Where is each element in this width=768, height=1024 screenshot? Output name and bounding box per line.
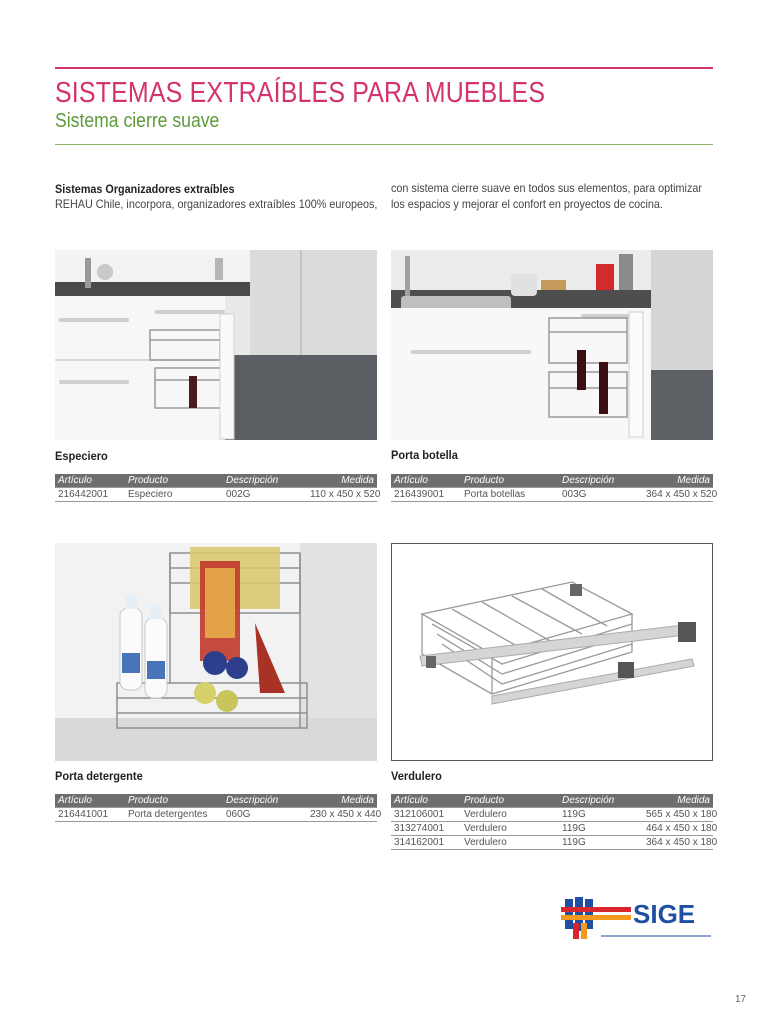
col-header-descripcion: Descripción	[559, 474, 643, 488]
header-rule-top	[55, 67, 713, 69]
cell-articulo: 313274001	[391, 822, 461, 836]
porta-botella-photo	[391, 250, 713, 440]
col-header-medida: Medida	[307, 794, 377, 808]
col-header-articulo: Artículo	[55, 474, 125, 488]
col-header-descripcion: Descripción	[223, 474, 307, 488]
intro-text-right: con sistema cierre suave en todos sus elementos, para optimizar los espacios y mejorar el confort en proyectos de cocina.	[391, 181, 702, 211]
cell-articulo: 312106001	[391, 808, 461, 822]
cell-producto: Porta botellas	[461, 488, 559, 502]
col-header-medida: Medida	[643, 794, 713, 808]
table-row	[55, 488, 377, 502]
cell-descripcion: 003G	[559, 488, 643, 502]
sige-logo	[561, 893, 713, 943]
cell-descripcion: 119G	[559, 836, 643, 850]
cell-medida: 110 x 450 x 520	[307, 488, 377, 502]
col-header-articulo: Artículo	[391, 794, 461, 808]
product-title-especiero: Especiero	[55, 449, 108, 463]
cell-medida: 364 x 450 x 180	[643, 836, 713, 850]
cell-producto: Verdulero	[461, 808, 559, 822]
cell-producto: Porta detergentes	[125, 808, 223, 822]
intro-heading: Sistemas Organizadores extraíbles	[55, 182, 235, 196]
cell-articulo: 216441001	[55, 808, 125, 822]
cell-descripcion: 060G	[223, 808, 307, 822]
col-header-producto: Producto	[461, 474, 559, 488]
cell-producto: Verdulero	[461, 836, 559, 850]
col-header-descripcion: Descripción	[559, 794, 643, 808]
cell-descripcion: 119G	[559, 808, 643, 822]
intro-text-left: REHAU Chile, incorpora, organizadores extraíbles 100% europeos,	[55, 197, 378, 211]
table-row	[391, 808, 713, 822]
table-row	[391, 488, 713, 502]
spec-table-especiero	[55, 474, 381, 502]
cell-medida: 464 x 450 x 180	[643, 822, 713, 836]
cell-producto: Verdulero	[461, 822, 559, 836]
product-title-verdulero: Verdulero	[391, 769, 442, 783]
page-subtitle: Sistema cierre suave	[55, 110, 220, 132]
col-header-articulo: Artículo	[55, 794, 125, 808]
cell-articulo: 314162001	[391, 836, 461, 850]
table-row	[55, 808, 377, 822]
header-rule-green	[55, 144, 713, 145]
cell-producto: Especiero	[125, 488, 223, 502]
page-number: 17	[735, 994, 747, 1005]
cell-descripcion: 119G	[559, 822, 643, 836]
col-header-medida: Medida	[643, 474, 713, 488]
cell-medida: 565 x 450 x 180	[643, 808, 713, 822]
cell-articulo: 216442001	[55, 488, 125, 502]
spec-table-verdulero	[391, 794, 718, 850]
verdulero-photo	[391, 543, 713, 761]
table-row	[391, 836, 713, 850]
cell-medida: 364 x 450 x 520	[643, 488, 713, 502]
col-header-producto: Producto	[125, 474, 223, 488]
table-row	[391, 822, 713, 836]
col-header-producto: Producto	[125, 794, 223, 808]
col-header-articulo: Artículo	[391, 474, 461, 488]
especiero-photo	[55, 250, 377, 440]
porta-detergente-photo	[55, 543, 377, 761]
spec-table-porta-botella	[391, 474, 718, 502]
product-title-porta-detergente: Porta detergente	[55, 769, 143, 783]
spec-table-porta-detergente	[55, 794, 382, 822]
cell-medida: 230 x 450 x 440	[307, 808, 377, 822]
product-title-porta-botella: Porta botella	[391, 448, 458, 462]
sige-logo-text: SIGE	[633, 899, 696, 929]
col-header-medida: Medida	[307, 474, 377, 488]
page-title: SISTEMAS EXTRAÍBLES PARA MUEBLES	[55, 77, 546, 109]
cell-articulo: 216439001	[391, 488, 461, 502]
sige-logo-mark	[561, 897, 631, 939]
col-header-producto: Producto	[461, 794, 559, 808]
cell-descripcion: 002G	[223, 488, 307, 502]
col-header-descripcion: Descripción	[223, 794, 307, 808]
